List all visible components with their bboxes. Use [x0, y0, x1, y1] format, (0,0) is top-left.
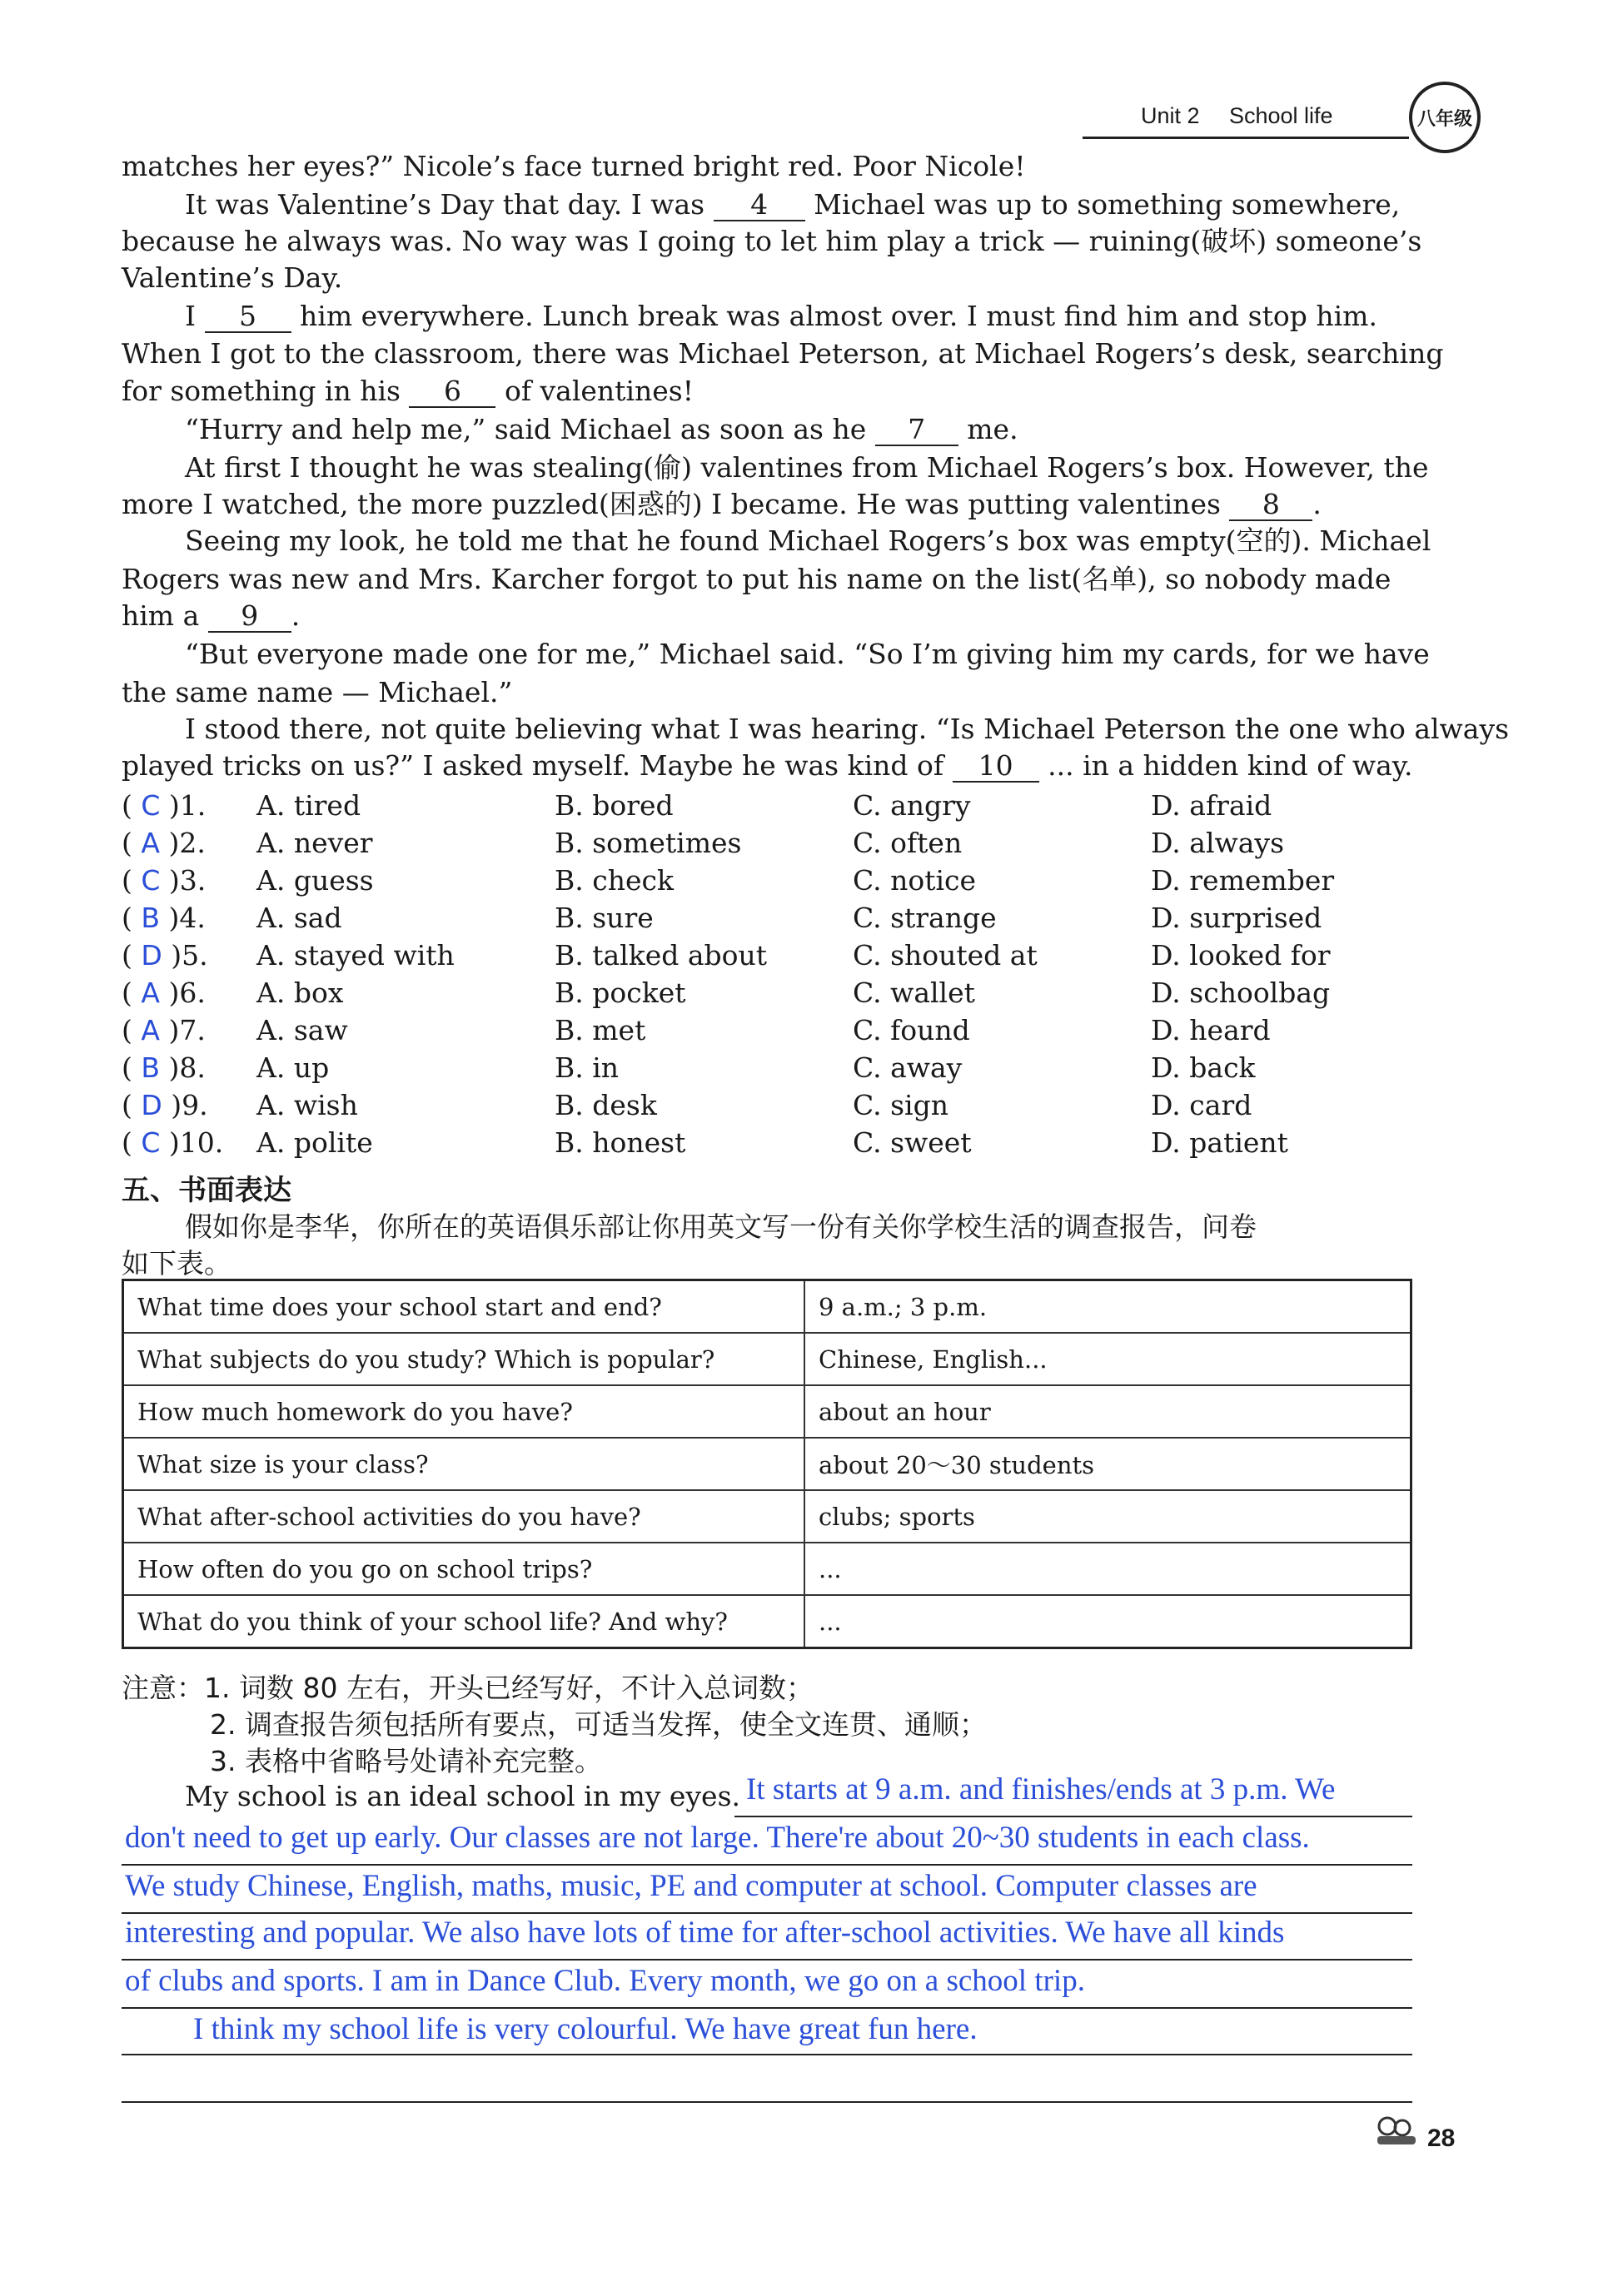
- option-c: C. wallet: [853, 977, 975, 1009]
- answer-mark: B: [141, 902, 161, 934]
- table-row: [123, 1333, 1411, 1385]
- answer-mark: C: [141, 864, 161, 897]
- table-question: What time does your school start and end?: [123, 1280, 805, 1334]
- blank-9: 9: [208, 598, 291, 633]
- table-answer: about 20～30 students: [804, 1438, 1411, 1490]
- option-d: D. back: [1151, 1051, 1256, 1084]
- option-b: B. sometimes: [555, 827, 742, 859]
- question-row: ( B )4.: [122, 902, 206, 934]
- table-answer: ...: [804, 1543, 1411, 1595]
- question-row: ( C )1.: [122, 789, 207, 822]
- blank-5: 5: [205, 298, 291, 333]
- essay-line: interesting and popular. We also have lots of time for after-school activities. We have all kinds: [125, 1916, 1285, 1950]
- option-d: D. surprised: [1151, 902, 1322, 934]
- option-a: A. stayed with: [256, 939, 455, 972]
- passage-line: “But everyone made one for me,” Michael said. “So I’m giving him my cards, for we have: [185, 638, 1430, 670]
- option-c: C. sign: [853, 1089, 948, 1121]
- passage-line: him a 9 .: [122, 599, 301, 632]
- table-answer: ...: [804, 1595, 1411, 1648]
- option-d: D. remember: [1151, 864, 1335, 897]
- option-c: C. shouted at: [853, 939, 1038, 972]
- table-row: [123, 1595, 1411, 1648]
- passage-line: for something in his 6 of valentines!: [122, 375, 694, 407]
- option-c: C. angry: [853, 789, 971, 822]
- question-row: ( D )5.: [122, 939, 208, 972]
- option-d: D. afraid: [1151, 789, 1272, 822]
- answer-mark: A: [141, 977, 160, 1009]
- question-row: ( B )8.: [122, 1051, 206, 1084]
- mascot-icon: [1372, 2115, 1422, 2148]
- running-header: [1083, 102, 1409, 139]
- question-row: ( D )9.: [122, 1089, 208, 1121]
- table-row: [123, 1280, 1411, 1334]
- table-question: What do you think of your school life? And why?: [123, 1595, 805, 1648]
- option-b: B. in: [555, 1051, 620, 1084]
- note-1: 注意：1. 词数 80 左右，开头已经写好，不计入总词数；: [122, 1672, 814, 1704]
- option-c: C. found: [853, 1014, 970, 1046]
- option-a: A. guess: [256, 864, 374, 897]
- option-a: A. up: [256, 1051, 330, 1084]
- table-answer: 9 a.m.; 3 p.m.: [804, 1280, 1411, 1334]
- table-question: How much homework do you have?: [123, 1385, 805, 1438]
- question-row: ( C )3.: [122, 864, 207, 897]
- option-d: D. schoolbag: [1151, 977, 1331, 1009]
- question-row: ( A )2.: [122, 827, 206, 859]
- table-answer: Chinese, English...: [804, 1333, 1411, 1385]
- blank-10: 10: [953, 748, 1039, 783]
- passage-line: When I got to the classroom, there was Michael Peterson, at Michael Rogers’s desk, searching: [122, 337, 1444, 370]
- note-3: 3. 表格中省略号处请补充完整。: [210, 1745, 602, 1777]
- essay-line: of clubs and sports. I am in Dance Club. Every month, we go on a school trip.: [125, 1964, 1085, 1998]
- option-a: A. never: [256, 827, 373, 859]
- passage-line: Rogers was new and Mrs. Karcher forgot to put his name on the list(名单), so nobody made: [122, 563, 1391, 595]
- table-answer: about an hour: [804, 1385, 1411, 1438]
- table-row: [123, 1490, 1411, 1543]
- writing-line: [122, 1864, 1412, 1866]
- passage-line: “Hurry and help me,” said Michael as soon as he 7 me.: [185, 413, 1018, 445]
- table-question: What size is your class?: [123, 1438, 805, 1490]
- answer-mark: D: [141, 939, 162, 972]
- page-number: 28: [1427, 2125, 1456, 2152]
- answer-mark: C: [141, 1126, 161, 1159]
- blank-7: 7: [875, 411, 958, 446]
- option-d: D. card: [1151, 1089, 1252, 1121]
- table-row: [123, 1385, 1411, 1438]
- table-row: [123, 1438, 1411, 1490]
- blank-8: 8: [1229, 486, 1312, 521]
- option-b: B. check: [555, 864, 674, 897]
- option-d: D. looked for: [1151, 939, 1331, 972]
- writing-line: [122, 1959, 1412, 1961]
- essay-line: I think my school life is very colourful. We have great fun here.: [193, 2012, 978, 2046]
- writing-line: [122, 1912, 1412, 1914]
- passage-line: I stood there, not quite believing what I was hearing. “Is Michael Peterson the one who always: [185, 713, 1510, 745]
- option-a: A. tired: [256, 789, 361, 822]
- survey-table: [122, 1279, 1412, 1649]
- writing-line: [734, 1816, 1412, 1817]
- option-b: B. sure: [555, 902, 654, 934]
- unit-title: School life: [1229, 103, 1333, 128]
- passage-line: Seeing my look, he told me that he found Michael Rogers’s box was empty(空的). Michael: [185, 524, 1431, 557]
- option-a: A. wish: [256, 1089, 358, 1121]
- option-c: C. sweet: [853, 1126, 972, 1159]
- option-b: B. talked about: [555, 939, 768, 972]
- writing-line: [122, 2054, 1412, 2055]
- blank-4: 4: [714, 186, 805, 221]
- table-question: What after-school activities do you have?: [123, 1490, 805, 1543]
- passage-line: the same name — Michael.”: [122, 676, 513, 708]
- writing-line: [122, 2007, 1412, 2009]
- note-2: 2. 调查报告须包括所有要点，可适当发挥，使全文连贯、通顺；: [210, 1708, 987, 1741]
- option-a: A. saw: [256, 1014, 348, 1046]
- option-c: C. away: [853, 1051, 963, 1084]
- grade-badge: 八年级: [1409, 82, 1481, 153]
- option-c: C. strange: [853, 902, 997, 934]
- section-intro: 假如你是李华，你所在的英语俱乐部让你用英文写一份有关你学校生活的调查报告，问卷: [185, 1210, 1257, 1243]
- essay-line: We study Chinese, English, maths, music, PE and computer at school. Computer classes are: [125, 1869, 1257, 1903]
- writing-line: [122, 2101, 1412, 2103]
- passage-line: Valentine’s Day.: [122, 261, 343, 294]
- passage-line: because he always was. No way was I going to let him play a trick — ruining(破坏) someone’s: [122, 225, 1422, 257]
- passage-line: It was Valentine’s Day that day. I was 4 Michael was up to something somewhere,: [185, 188, 1401, 221]
- option-d: D. patient: [1151, 1126, 1288, 1159]
- essay-line: don't need to get up early. Our classes are not large. There're about 20~30 students in each class.: [125, 1821, 1310, 1855]
- question-row: ( A )7.: [122, 1014, 206, 1046]
- passage-line: more I watched, the more puzzled(困惑的) I became. He was putting valentines 8 .: [122, 488, 1322, 520]
- essay-line: It starts at 9 a.m. and finishes/ends at 3 p.m. We: [746, 1772, 1336, 1806]
- option-b: B. desk: [555, 1089, 657, 1121]
- option-c: C. notice: [853, 864, 977, 897]
- section-title: 五、书面表达: [122, 1174, 291, 1207]
- option-a: A. box: [256, 977, 344, 1009]
- option-d: D. heard: [1151, 1014, 1271, 1046]
- answer-mark: B: [141, 1051, 161, 1084]
- option-a: A. polite: [256, 1126, 373, 1159]
- option-a: A. sad: [256, 902, 342, 934]
- passage-line: I 5 him everywhere. Lunch break was almost over. I must find him and stop him.: [185, 300, 1377, 332]
- question-row: ( A )6.: [122, 977, 206, 1009]
- passage-line: At first I thought he was stealing(偷) valentines from Michael Rogers’s box. However, the: [185, 451, 1429, 484]
- section-intro: 如下表。: [122, 1247, 231, 1280]
- answer-mark: D: [141, 1089, 162, 1121]
- answer-mark: A: [141, 1014, 160, 1046]
- option-b: B. met: [555, 1014, 646, 1046]
- option-d: D. always: [1151, 827, 1285, 859]
- answer-mark: A: [141, 827, 160, 859]
- option-b: B. bored: [555, 789, 674, 822]
- passage-line: played tricks on us?” I asked myself. Maybe he was kind of 10 ... in a hidden kind of way.: [122, 749, 1413, 782]
- table-question: What subjects do you study? Which is popular?: [123, 1333, 805, 1385]
- question-row: ( C )10.: [122, 1126, 224, 1159]
- table-row: [123, 1543, 1411, 1595]
- essay-opening: My school is an ideal school in my eyes.: [185, 1780, 740, 1812]
- unit-label: Unit 2: [1141, 103, 1200, 128]
- table-answer: clubs; sports: [804, 1490, 1411, 1543]
- option-b: B. pocket: [555, 977, 686, 1009]
- table-question: How often do you go on school trips?: [123, 1543, 805, 1595]
- option-b: B. honest: [555, 1126, 686, 1159]
- blank-6: 6: [409, 373, 495, 408]
- answer-mark: C: [141, 789, 161, 822]
- option-c: C. often: [853, 827, 963, 859]
- passage-line: matches her eyes?” Nicole’s face turned bright red. Poor Nicole!: [122, 150, 1026, 182]
